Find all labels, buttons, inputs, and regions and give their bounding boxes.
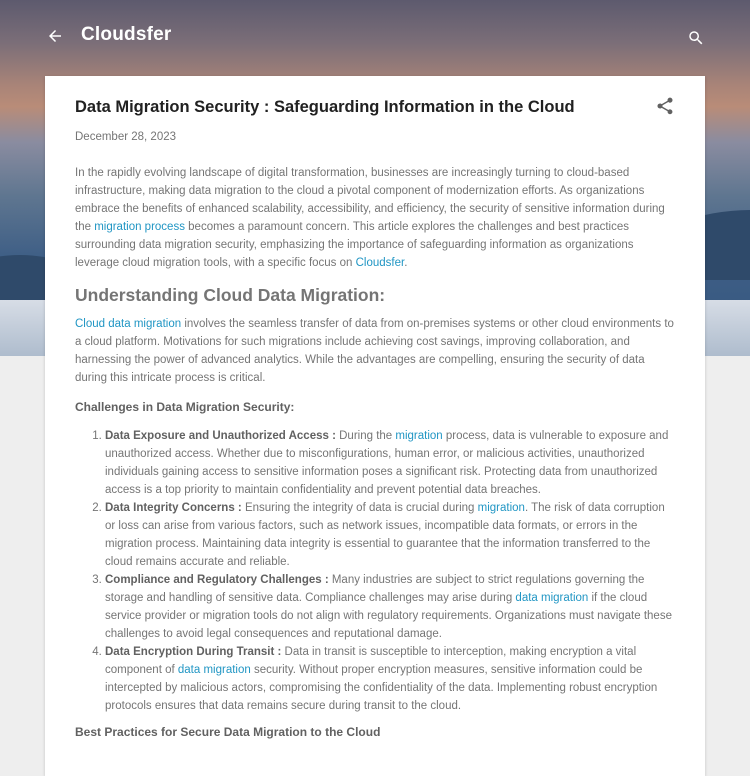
- challenge-title: Data Exposure and Unauthorized Access :: [105, 430, 336, 442]
- challenge-text: Ensuring the integrity of data is crucial during: [241, 502, 478, 514]
- challenge-text: if the cloud service provider or migration tools do not align with regulatory requirements. Organizations must navigate these challenges to avoid legal consequences and reputational damage.: [105, 592, 672, 640]
- challenge-title: Compliance and Regulatory Challenges :: [105, 574, 329, 586]
- link-migration-process[interactable]: migration process: [94, 221, 185, 233]
- back-button[interactable]: [40, 21, 70, 51]
- challenge-text: process, data is vulnerable to exposure and unauthorized access. Whether due to misconfigurations, human error, or malicious activities, unauthorized individuals gaining access to sensitive information poses a significant risk. Protecting data from unauthorized access is a top priority to maintain confidentiality and prevent potential data breaches.: [105, 430, 669, 496]
- share-button[interactable]: [655, 96, 677, 118]
- challenge-text: . The risk of data corruption or loss can arise from various factors, such as network issues, incompatible data formats, or errors in the migration process. Maintaining data integrity is essential to guarantee that the information transferred to the cloud remains accurate and reliable.: [105, 502, 665, 568]
- intro-paragraph: [75, 164, 675, 272]
- challenges-heading: Challenges in Data Migration Security:: [75, 400, 295, 414]
- challenge-item: [105, 643, 675, 715]
- search-icon: [687, 29, 705, 47]
- challenge-text: Data in transit is susceptible to interception, making encryption a vital component of: [105, 646, 637, 676]
- intro-text-1: In the rapidly evolving landscape of digital transformation, businesses are increasingly turning to cloud-based infrastructure, making data migration to the cloud a pivotal component of modernization efforts. As organizations embrace the benefits of enhanced scalability, accessibility, and efficiency, the security of sensitive information during the: [75, 167, 665, 233]
- section1-paragraph: [75, 315, 675, 387]
- challenge-text: During the: [335, 430, 396, 442]
- challenge-text: security. Without proper encryption measures, sensitive information could be intercepted by malicious actors, compromising the confidentiality of the data. Implementing robust encryption protocols ensures that data remains secure during transit to the cloud.: [105, 664, 658, 712]
- challenge-title: Data Encryption During Transit :: [105, 646, 282, 658]
- challenges-list: [75, 427, 675, 715]
- link-migration[interactable]: migration: [395, 430, 443, 442]
- best-practices-heading: Best Practices for Secure Data Migration to the Cloud: [75, 725, 381, 739]
- arrow-back-icon: [46, 27, 64, 45]
- site-title[interactable]: Cloudsfer: [81, 24, 172, 45]
- challenge-item: [105, 499, 675, 571]
- post-title: Data Migration Security : Safeguarding Information in the Cloud: [75, 98, 575, 116]
- post-card: [45, 76, 705, 776]
- section1-text: involves the seamless transfer of data from on-premises systems or other cloud environments to a cloud platform. Motivations for such migrations include achieving cost savings, improving collaboration, and harnessing the power of advanced analytics. While the advantages are compelling, ensuring the security of data during this intricate process is critical.: [75, 318, 674, 384]
- post-date: December 28, 2023: [75, 131, 177, 143]
- link-cloud-data-migration[interactable]: Cloud data migration: [75, 318, 182, 330]
- share-icon: [655, 96, 675, 116]
- link-data-migration[interactable]: data migration: [515, 592, 589, 604]
- intro-text-3: .: [404, 257, 408, 269]
- challenge-item: [105, 427, 675, 499]
- challenge-item: [105, 571, 675, 643]
- link-migration[interactable]: migration: [477, 502, 525, 514]
- top-app-bar: [0, 0, 750, 72]
- challenge-title: Data Integrity Concerns :: [105, 502, 242, 514]
- challenge-text: Many industries are subject to strict regulations governing the storage and handling of sensitive data. Compliance challenges may arise during: [105, 574, 645, 604]
- link-cloudsfer[interactable]: Cloudsfer: [355, 257, 405, 269]
- link-data-migration[interactable]: data migration: [177, 664, 251, 676]
- intro-text-2: becomes a paramount concern. This article explores the challenges and best practices surrounding data migration security, emphasizing the importance of safeguarding information as organizations leverage cloud migration tools, with a specific focus on: [75, 221, 634, 269]
- section-heading-understanding: Understanding Cloud Data Migration:: [75, 285, 386, 305]
- search-button[interactable]: [682, 24, 710, 52]
- post-body: [75, 164, 675, 741]
